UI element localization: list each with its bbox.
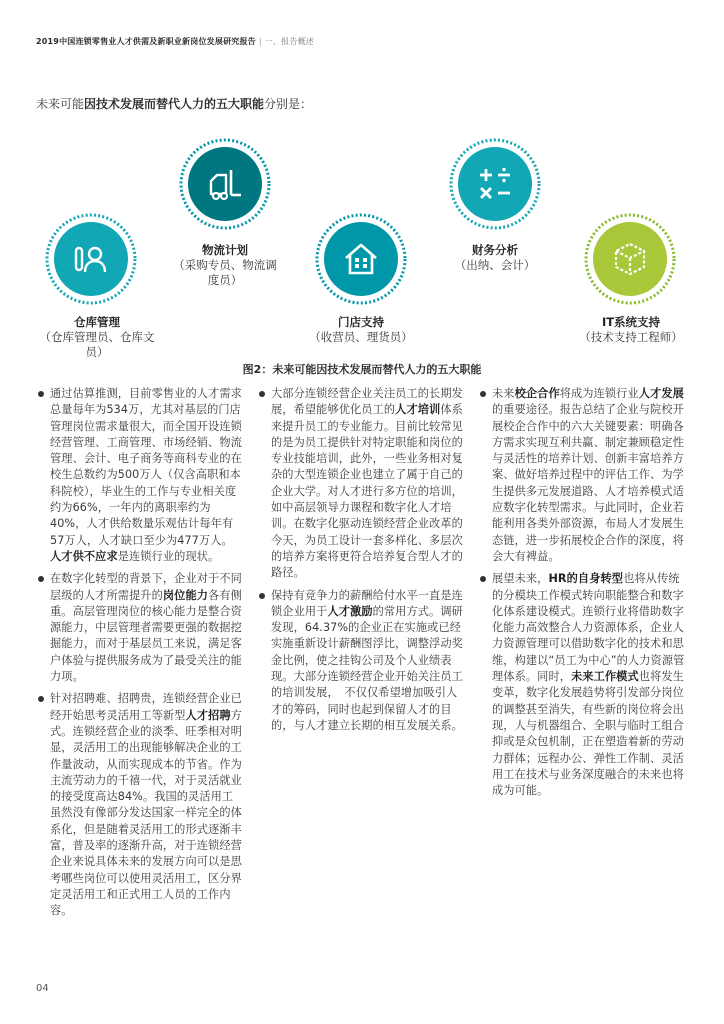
function-title: 物流计划: [202, 243, 248, 257]
function-circle-warehouse: [45, 213, 137, 305]
circle-fill: [458, 147, 532, 221]
intro-text: 未来可能因技术发展而替代人力的五大职能分别是：: [36, 97, 313, 111]
bullet-paragraph: 在数字化转型的背景下，企业对于不同层级的人才所需提升的岗位能力各有侧重。高层管理岗位的核心能力是整合资源能力，中层管理者需要更强的数据挖掘能力，而对于基层员工来说，满足客户体验与提供服务成为了最受关注的能力项。: [36, 571, 244, 685]
bullet-paragraph: 大部分连锁经营企业关注员工的长期发展，希望能够优化员工的人才培训体系来提升员工的专业能力。目前比较常见的是为员工提供针对特定职能和岗位的专业技能培训，此外，一些业务相对复杂的大型连锁企业也建立了属于自己的企业大学。对人才进行多方位的培训，如中高层领导力课程和数字化人才培训。在数字化驱动连锁经营企业改革的今天，为员工设计一套多样化、多层次的培养方案将更符合培养复合型人才的路径。: [257, 386, 465, 582]
figure-caption-text: ：未来可能因技术发展而替代人力的五大职能: [261, 363, 482, 376]
calculator-icon: [477, 166, 513, 202]
report-title: 2019中国连锁零售业人才供需及新职业新岗位发展研究报告: [36, 37, 256, 46]
figure-label: 图2: [242, 363, 262, 376]
bullet-paragraph: 通过估算推测，目前零售业的人才需求总量每年为534万，尤其对基层的门店管理岗位需求量很大，而全国开设连锁经营管理、工商管理、市场经销、物流管理、会计、电子商务等商科专业的在校生总数约为500万人（仅含高职和本科院校），毕业生的工作与专业相关度约为66%，一年内的离职率约为40%，人才供给数量乐观估计每年有57万人，人才缺口至少为477万人。人才供不应求是连锁行业的现状。: [36, 386, 244, 565]
bullet-paragraph: 展望未来，HR的自身转型也将从传统的分模块工作模式转向职能整合和数字化体系建设模式。连锁行业将借助数字化能力高效整合人力资源体系，企业人力资源管理可以借助数字化的技术和思维，构建以“员工为中心”的人力资源管理体系。同时，未来工作模式也将发生变革，数字化发展趋势将引发部分岗位的调整甚至消失，有些新的岗位将会出现，人与机器组合、全职与临时工组合抑或是众包机制，正在塑造着新的劳动力群体；远程办公、弹性工作制、灵活用工在技术与业务深度融合的未来也将成为可能。: [478, 571, 688, 799]
circle-fill: [324, 222, 398, 296]
function-title: IT系统支持: [601, 315, 661, 329]
person-icon: [73, 241, 109, 277]
function-label-warehouse: [36, 315, 158, 360]
cube-icon: [612, 241, 648, 277]
function-label-it: [572, 315, 690, 345]
report-header: [36, 36, 314, 47]
function-desc: （采购专员、物流调度员）: [173, 258, 277, 287]
function-circle-it: [584, 213, 676, 305]
house-icon: [343, 241, 379, 277]
function-desc: （仓库管理员、仓库文员）: [39, 330, 155, 359]
text-column-1: [36, 386, 244, 926]
circle-fill: [593, 222, 667, 296]
function-label-finance: [440, 243, 550, 273]
bullet-paragraph: 保持有竞争力的薪酬给付水平一直是连锁企业用于人才激励的常用方式。调研发现，64.37%的企业正在实施或已经实施重新设计薪酬图浮比，调整浮动奖金比例，使之挂钩公司及个人业绩表现。大部分连锁经营企业开始关注员工的培训发展， 不仅仅希望增加吸引人才的筹码，同时也起到保留人才的目的，与人才建立长期的相互发展关系。: [257, 588, 465, 735]
function-label-store: [305, 315, 417, 345]
function-desc: （技术支持工程师）: [579, 330, 683, 344]
function-circle-finance: [449, 138, 541, 230]
text-column-3: [478, 386, 688, 805]
function-title: 门店支持: [338, 315, 384, 329]
function-title: 仓库管理: [74, 315, 120, 329]
section-name: 一、报告概述: [264, 37, 314, 46]
function-circle-store: [315, 213, 407, 305]
forklift-icon: [207, 166, 243, 202]
bullet-paragraph: 未来校企合作将成为连锁行业人才发展的重要途径。报告总结了企业与院校开展校企合作中的六大关键要素：明确各方需求实现互利共赢、制定兼顾稳定性与灵活性的培养计划、创新丰富培养方案、做好培养过程中的评估工作、为学生提供多元发展道路、人才培养模式适应数字化转型需求。与此同时，企业若能利用各类外部资源，布局人才发展生态链，进一步拓展校企合作的深度，将会大有裨益。: [478, 386, 688, 565]
circle-fill: [188, 147, 262, 221]
function-circle-logistics: [179, 138, 271, 230]
figure-caption: [0, 361, 724, 377]
function-title: 财务分析: [472, 243, 518, 257]
function-desc: （收营员、理货员）: [309, 330, 413, 344]
bullet-paragraph: 针对招聘难、招聘贵，连锁经营企业已经开始思考灵活用工等新型人才招聘方式。连锁经营企业的淡季、旺季相对明显，灵活用工的出现能够解决企业的工作量波动，从而实现成本的节省。作为主流劳动力的千禧一代，对于灵活就业的接受度高达84%。我国的灵活用工虽然没有像部分发达国家一样完全的体系化，但是随着灵活用工的形式逐渐丰富，普及率的逐渐升高，对于连锁经营企业来说具体未来的发展方向可以是思考哪些岗位可以使用灵活用工，区分界定灵活用工和正式用工人员的工作内容。: [36, 691, 244, 919]
circle-fill: [54, 222, 128, 296]
function-desc: （出纳、会计）: [454, 258, 536, 272]
function-label-logistics: [170, 243, 280, 288]
text-column-2: [257, 386, 465, 740]
intro-bold: 因技术发展而替代人力的五大职能: [84, 97, 265, 111]
page-number: 04: [36, 983, 49, 994]
header-separator: |: [258, 37, 262, 46]
